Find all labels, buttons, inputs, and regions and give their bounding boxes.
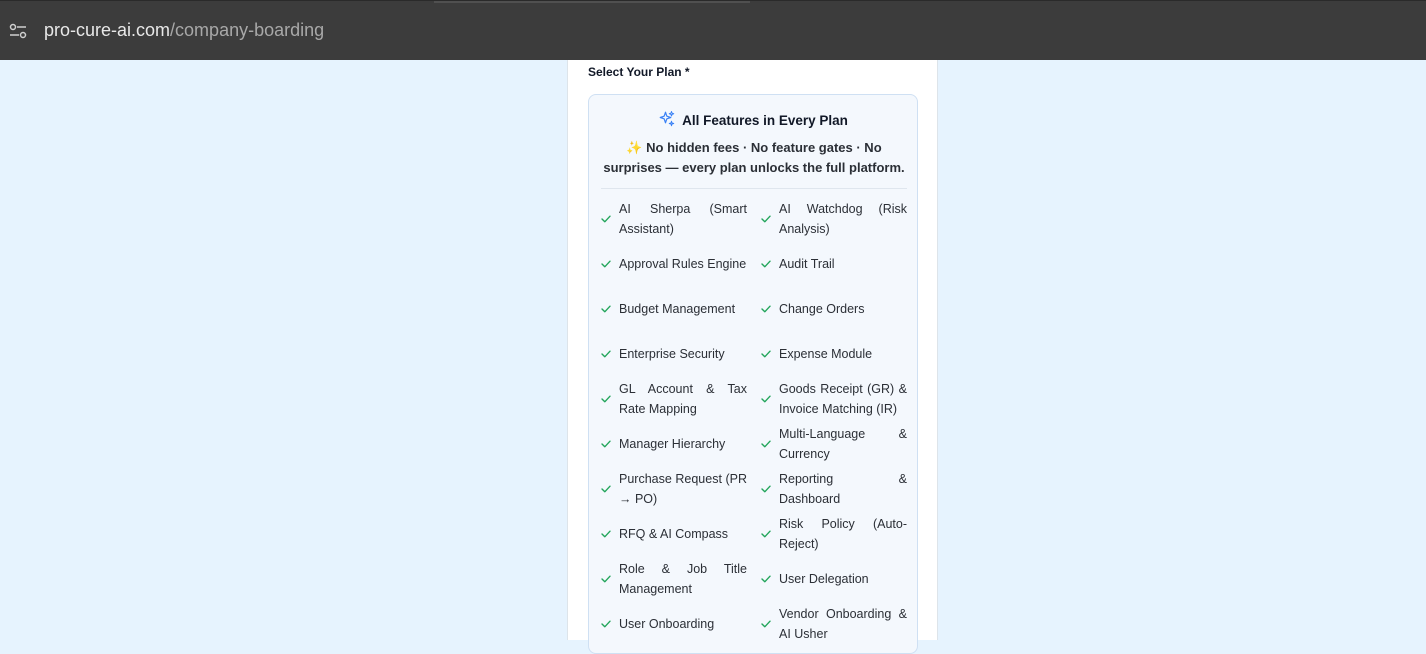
feature-label: AI Watchdog (Risk Analysis)	[779, 202, 907, 236]
feature-item	[601, 514, 747, 554]
feature-item	[601, 379, 747, 419]
feature-item	[761, 559, 907, 599]
check-icon	[761, 350, 773, 358]
url-field[interactable]	[44, 20, 324, 41]
features-title-text: All Features in Every Plan	[682, 113, 848, 128]
feature-item	[761, 199, 907, 239]
check-icon	[761, 620, 773, 628]
feature-item	[761, 469, 907, 509]
feature-item	[761, 604, 907, 644]
site-settings-icon[interactable]	[8, 21, 28, 41]
url-path: /company-boarding	[170, 20, 325, 40]
feature-label: Vendor Onboarding & AI Usher	[779, 607, 907, 641]
features-title	[589, 110, 917, 131]
check-icon	[601, 575, 613, 583]
feature-label: Goods Receipt (GR) & Invoice Matching (IR)	[779, 382, 907, 416]
feature-label: Manager Hierarchy	[619, 437, 726, 451]
feature-label: Approval Rules Engine	[619, 257, 747, 271]
check-icon	[601, 530, 613, 538]
check-icon	[601, 350, 613, 358]
feature-label: AI Sherpa (Smart Assistant)	[619, 202, 747, 236]
check-icon	[761, 440, 773, 448]
feature-label: User Onboarding	[619, 617, 715, 631]
onboarding-form-card	[567, 60, 938, 640]
feature-item	[761, 289, 907, 329]
check-icon	[761, 575, 773, 583]
feature-item	[601, 199, 747, 239]
tab-strip-edge	[434, 1, 750, 3]
feature-item	[761, 244, 907, 284]
feature-item	[601, 289, 747, 329]
feature-item	[601, 244, 747, 284]
feature-list	[601, 199, 907, 644]
url-domain: pro-cure-ai.com	[44, 20, 171, 40]
check-icon	[601, 620, 613, 628]
plan-select-label: Select Your Plan *	[588, 65, 690, 79]
feature-label: Purchase Request (PR → PO)	[619, 472, 747, 506]
feature-label: GL Account & Tax Rate Mapping	[619, 382, 747, 416]
check-icon	[601, 395, 613, 403]
check-icon	[761, 215, 773, 223]
feature-item	[601, 424, 747, 464]
check-icon	[761, 395, 773, 403]
features-panel	[588, 94, 918, 654]
check-icon	[761, 530, 773, 538]
check-icon	[601, 485, 613, 493]
check-icon	[601, 260, 613, 268]
feature-label: Expense Module	[779, 347, 873, 361]
feature-label: Multi-Language & Currency	[779, 427, 907, 461]
features-tagline	[601, 138, 907, 178]
check-icon	[761, 305, 773, 313]
feature-label: Audit Trail	[779, 257, 835, 271]
sparkles-icon	[658, 110, 676, 131]
sparkles-emoji-icon: ✨	[626, 140, 643, 155]
check-icon	[761, 485, 773, 493]
feature-label: Change Orders	[779, 302, 865, 316]
feature-label: Role & Job Title Management	[619, 562, 747, 596]
feature-item	[761, 334, 907, 374]
feature-label: Reporting & Dashboard	[779, 472, 907, 506]
feature-label: Enterprise Security	[619, 347, 725, 361]
feature-item	[601, 469, 747, 509]
feature-label: User Delegation	[779, 572, 869, 586]
check-icon	[601, 215, 613, 223]
browser-address-bar	[0, 0, 1426, 60]
feature-item	[601, 334, 747, 374]
feature-item	[761, 379, 907, 419]
feature-item	[601, 604, 747, 644]
check-icon	[761, 260, 773, 268]
feature-item	[761, 514, 907, 554]
feature-label: Risk Policy (Auto-Reject)	[779, 517, 907, 551]
check-icon	[601, 305, 613, 313]
check-icon	[601, 440, 613, 448]
divider	[601, 188, 907, 189]
feature-item	[761, 424, 907, 464]
tagline-text: No hidden fees · No feature gates · No surprises — every plan unlocks the full platform.	[603, 140, 905, 175]
feature-item	[601, 559, 747, 599]
feature-label: RFQ & AI Compass	[619, 527, 729, 541]
feature-label: Budget Management	[619, 302, 736, 316]
